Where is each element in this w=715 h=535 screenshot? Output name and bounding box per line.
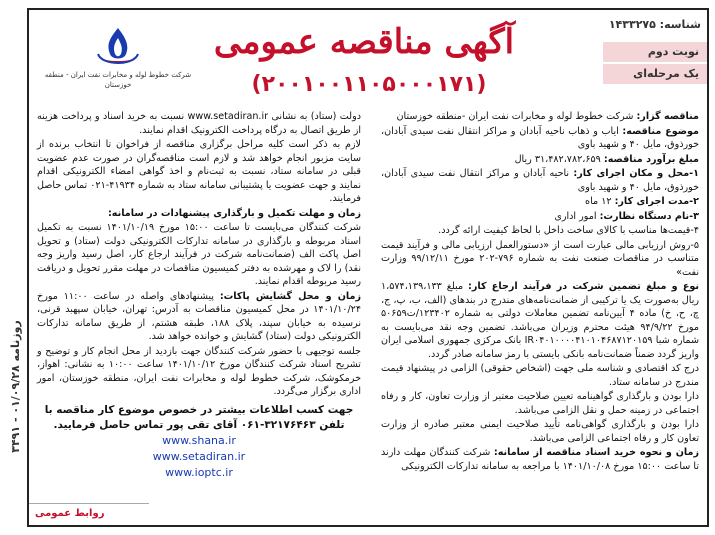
label: ۲-مدت اجرای کار: <box>614 196 699 207</box>
paragraph <box>381 167 699 194</box>
section-heading: زمان و مهلت تکمیل و بارگذاری پیشنهادات در سامانه: <box>107 207 361 219</box>
text: پیشنهادهای واصله در ساعت ۱۱:۰۰ مورخ ۱۴۰۱/۱۰/۲۴ در محل کمیسیون مناقصات به آدرس: تهران، خیابان سپهبد قرنی، نرسیده به خیابان سپند، پلاک ۱۸۸، طبقه هشتم، از طریق سامانه تدارکات الکترونیکی دولت (ستاد) گشایش و خوانده خواهد شد. <box>37 290 361 342</box>
paragraph: دولت (ستاد) به نشانی www.setadiran.ir نسبت به خرید اسناد و پرداخت هزینه از طریق اتصال به درگاه پرداخت الکترونیک اقدام نمایند. <box>37 111 361 136</box>
link-ioptc[interactable]: www.ioptc.ir <box>165 465 233 479</box>
label: موضوع مناقصه: <box>622 125 699 137</box>
paragraph: ۴-قیمت‌ها مناسب با کالای ساخت داخل با لحاظ کیفیت ارائه گردد. <box>438 225 699 236</box>
tender-number: (۲۰۰۱۰۰۱۱۰۵۰۰۰۱۷۱) <box>251 72 487 97</box>
newspaper-issue-label: روزنامه ۰۱/۰۹/۲۸ - ۳۴۹۱ <box>9 320 22 453</box>
paragraph <box>381 125 699 152</box>
paragraph <box>381 110 699 124</box>
public-relations-footer <box>29 503 149 525</box>
text: شرکت خطوط لوله و مخابرات نفت ایران -منطقه خوزستان <box>396 111 637 122</box>
text: امور اداری <box>554 210 600 222</box>
label: نوع و مبلغ تضمین شرکت در فرآیند ارجاع کار: <box>468 281 699 292</box>
paragraph: ۵-روش ارزیابی مالی عبارت است از «دستورالعمل ارزیابی مالی و فرآیند قیمت متناسب در مناقصات صنعت نفت به شماره ۷۹۶-۲۰۲ مورخ ۹۹/۱۲/۱۱ وزارت نفت» <box>381 239 699 278</box>
flame-logo-icon <box>88 24 148 68</box>
logo-caption: شرکت خطوط لوله و مخابرات نفت ایران - منطقه خوزستان <box>44 71 192 89</box>
text: ایاب و ذهاب ناحیه آبادان و مراکز انتقال نفت سیدی آبادان، خورذوق، مایل ۴۰ و شهید باوی <box>381 125 699 150</box>
paragraph <box>381 210 699 224</box>
right-column <box>381 110 699 474</box>
paragraph: جلسه توجیهی با حضور شرکت کنندگان جهت بازدید از محل انجام کار و توضیح و تشریح اسناد شرکت کنندگان مورخ ۱۴۰۱/۱۰/۱۲ ساعت ۱۰:۰۰ به نشانی: اهواز، خرمکوشک، شرکت خطوط لوله و مخابرات نفت ایران، منطقه خوزستان، امور اداری برگزار می‌گردد. <box>37 345 361 397</box>
stage-badge: یک مرحله‌ای <box>603 64 707 84</box>
ad-id: شناسه: ۱۴۳۳۲۷۵ <box>608 18 701 31</box>
text: مبلغ ۱،۵۷۴،۱۳۹،۱۳۳ ریال به‌صورت یک یا ترکیبی از ضمانت‌نامه‌های مندرج در بندهای (الف، ب، پ، ج، چ، ح، خ) ماده ۴ آیین‌نامه تضمین معاملات دولتی به شماره ۱۲۳۴۰۲/ت۵۰۶۵۹ مورخ ۹۴/۹/۲۲ هیئت محترم وزیران می‌باشد. تضمین وجه نقد می‌بایست به شماره شبا IR۰۴۰۱۰۰۰۰۴۱۰۱۰۴۶۸۷۱۲۰۱۵۹ بانک مرکزی جمهوری اسلامی ایران واریز گردد ضمناً ضمانت‌نامه بانکی بایستی با رمز سامانه صادر گردد. <box>381 281 700 360</box>
text: شرکت کنندگان مهلت دارند تا ساعت ۱۵:۰۰ مورخ ۱۴۰۱/۱۰/۰۸ با مراجعه به سامانه تدارکات الکترونیکی <box>381 447 699 472</box>
label: ۱-محل و مکان اجرای کار: <box>573 168 700 179</box>
link-shana[interactable]: www.shana.ir <box>162 433 236 447</box>
label: ۳-نام دستگاه نظارت: <box>599 210 699 222</box>
label: زمان و محل گشایش پاکات: <box>219 290 361 302</box>
paragraph: درج کد اقتصادی و شناسه ملی جهت (اشخاص حقوقی) الزامی در پیشنهاد قیمت مندرج در سامانه ستاد. <box>381 363 699 388</box>
company-logo <box>43 24 193 104</box>
label: مبلغ برآورد مناقصه: <box>603 153 699 165</box>
ad-header <box>29 10 707 112</box>
ad-body <box>29 110 707 527</box>
tender-ad-frame <box>27 8 709 527</box>
footer-label: روابط عمومی <box>35 508 105 519</box>
round-badge: نوبت دوم <box>603 42 707 62</box>
paragraph <box>381 195 699 209</box>
left-column <box>37 110 361 481</box>
paragraph: دارا بودن و بارگذاری گواهی‌نامه تأیید صلاحیت ایمنی معتبر صادره از وزارت تعاون کار و رفاه اجتماعی الزامی می‌باشد. <box>381 419 699 444</box>
link-setadiran[interactable]: www.setadiran.ir <box>152 449 246 463</box>
paragraph <box>381 280 699 361</box>
paragraph: شرکت کنندگان می‌بایست تا ساعت ۱۵:۰۰ مورخ ۱۴۰۱/۱۰/۱۹ نسبت به تکمیل اسناد مربوطه و بارگذاری در سامانه تدارکات الکترونیکی دولت (ستاد) و تحویل اصل پاکت الف (ضمانت‌نامه شرکت در فرآیند ارجاع کار، اصل رسید واریز وجه نقد) را لاک و مهرشده به دفتر کمیسیون مناقصات در مهلت مقرر تحویل و دریافت رسید مربوطه اقدام نمایند. <box>37 222 362 287</box>
paragraph: لازم به ذکر است کلیه مراحل برگزاری مناقصه از فراخوان تا انتخاب برنده از سایت مزبور انجام خواهد شد و لازم است مناقصه‌گران در صورت عدم عضویت قبلی در سامانه ستاد، نسبت به ثبت‌نام و اخذ گواهی امضاء الکترونیکی اقدام نمایند و جهت عضویت یا پشتیبانی سامانه ستاد به شماره ۴۱۹۳۴-۰۲۱ تماس حاصل فرمایند. <box>37 139 361 204</box>
contact-info: جهت کسب اطلاعات بیشتر در خصوص موضوع کار مناقصه با تلفن ۳۲۱۷۶۴۶۳-۰۶۱ آقای تقی پور تماس حاصل فرمایید. <box>44 403 354 431</box>
paragraph <box>381 153 699 167</box>
text: ۱۲ ماه <box>585 196 615 207</box>
paragraph: دارا بودن و بارگذاری گواهینامه تعیین صلاحیت معتبر از وزارت تعاون، کار و رفاه اجتماعی در زمینه حمل و نقل الزامی می‌باشد. <box>381 391 699 416</box>
paragraph <box>37 290 361 344</box>
side-strip <box>6 255 24 525</box>
text: ناحیه آبادان و مراکز انتقال نفت سیدی آبادان، خورذوق، مایل ۴۰ و شهید باوی <box>381 168 699 193</box>
label: زمان و نحوه خرید اسناد مناقصه از سامانه: <box>493 447 699 458</box>
label: مناقصه گزار: <box>636 111 699 122</box>
text: ۳۱،۴۸۲،۷۸۲،۶۵۹ ریال <box>514 153 604 165</box>
ad-title: آگهی مناقصه عمومی <box>213 22 515 62</box>
paragraph <box>381 446 699 473</box>
